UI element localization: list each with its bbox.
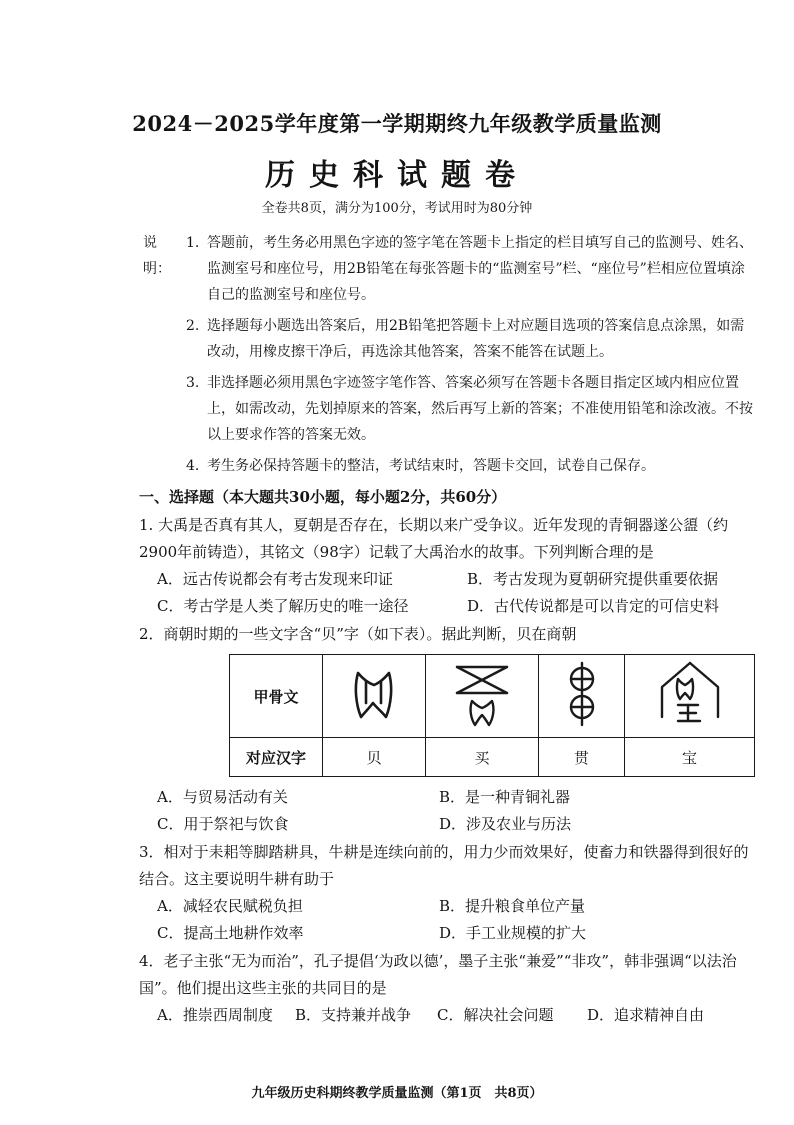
instruction-text: 非选择题必须用黑色字迹签字笔作答、答案必须写在答题卡各题目指定区域内相应位置上，如需改动，先划掉原来的答案，然后再写上新的答案；不准使用铅笔和涂改液。不按以上要求作答的答案无效。 [207,375,753,443]
exam-title: 2024－2025学年度第一学期期终九年级教学质量监测 [132,111,662,136]
paper-title: 历史科试题卷 [265,158,529,193]
instructions [143,230,758,484]
page-footer: 九年级历史科期终教学质量监测（第1页 共8页） [251,1086,543,1101]
instruction-item [143,313,758,365]
question-1-stem: 1. 大禹是否真有其人，夏朝是否存在，长期以来广受争议。近年发现的青铜器遂公盨（约2900年前铸造），其铭文（98字）记载了大禹治水的故事。下列判断合理的是 [139,516,729,561]
question-4-option-b: B．支持兼并战争 [295,1006,412,1024]
question-4-stem: 4．老子主张“无为而治”，孔子提倡‘为政以德’，墨子主张“兼爱”“非攻”，韩非强调“以法治国”。他们提出这些主张的共同目的是 [139,952,737,997]
oracle-glyph-bei [323,655,426,738]
modern-char-cell: 宝 [625,738,755,777]
instruction-item [143,453,758,479]
instruction-item [143,370,758,448]
instruction-number: 3. [186,375,200,391]
question-4-option-c: C．解决社会问题 [437,1006,554,1024]
oracle-bone-table [229,654,755,777]
question-4-option-d: D．追求精神自由 [587,1006,705,1024]
modern-char-cell: 贯 [539,738,625,777]
modern-char-cell: 贝 [323,738,426,777]
modern-char-row [230,738,755,777]
question-2-option-c: C．用于祭祀与饮食 [157,815,289,833]
instruction-number: 2. [186,318,200,334]
oracle-glyph-guan-icon [557,659,607,729]
question-1-option-b: B．考古发现为夏朝研究提供重要依据 [467,570,719,588]
oracle-bone-header: 甲骨文 [230,655,323,738]
question-2-option-d: D．涉及农业与历法 [439,815,572,833]
instruction-text: 考生务必保持答题卡的整洁，考试结束时，答题卡交回，试卷自己保存。 [207,458,655,474]
instruction-item [143,230,758,308]
question-3-option-a: A．减轻农民赋税负担 [157,897,303,915]
question-1-option-d: D．古代传说都是可以肯定的可信史料 [467,597,720,615]
paper-info: 全卷共8页，满分为100分，考试用时为80分钟 [261,201,533,216]
oracle-glyph-guan [539,655,625,738]
oracle-glyph-mai [425,655,538,738]
modern-char-header: 对应汉字 [230,738,323,777]
oracle-glyph-bao-icon [652,659,728,729]
question-4-option-a: A．推崇西周制度 [157,1006,273,1024]
oracle-glyph-mai-icon [449,659,515,729]
question-3-stem: 3．相对于耒耜等脚踏耕具，牛耕是连续向前的，用力少而效果好，使畜力和铁器得到很好的结合。这主要说明牛耕有助于 [139,843,749,888]
question-1-option-c: C．考古学是人类了解历史的唯一途径 [157,597,409,615]
modern-char-cell: 买 [425,738,538,777]
instruction-number: 1. [186,235,200,251]
question-2-option-a: A．与贸易活动有关 [157,788,288,806]
question-1-option-a: A．远古传说都会有考古发现来印证 [157,570,393,588]
oracle-bone-row [230,655,755,738]
instruction-text: 选择题每小题选出答案后，用2B铅笔把答题卡上对应题目选项的答案信息点涂黑，如需改动，用橡皮擦干净后，再选涂其他答案，答案不能答在试题上。 [207,318,745,360]
oracle-glyph-bei-icon [344,659,404,729]
question-3-option-d: D．手工业规模的扩大 [439,924,587,942]
question-3-option-c: C．提高土地耕作效率 [157,924,304,942]
question-2-stem: 2．商朝时期的一些文字含“贝”字（如下表）。据此判断，贝在商朝 [139,625,577,643]
question-3-option-b: B．提升粮食单位产量 [439,897,586,915]
instruction-number: 4. [186,458,200,474]
instructions-label: 说明： [143,235,171,277]
instruction-text: 答题前，考生务必用黑色字迹的签字笔在答题卡上指定的栏目填写自己的监测号、姓名、监测室号和座位号，用2B铅笔在每张答题卡的“监测室号”栏、“座位号”栏相应位置填涂自己的监测室号和座位号。 [207,235,753,303]
oracle-glyph-bao [625,655,755,738]
section-heading: 一、选择题（本大题共30小题，每小题2分，共60分） [139,488,507,506]
question-2-option-b: B．是一种青铜礼器 [439,788,571,806]
